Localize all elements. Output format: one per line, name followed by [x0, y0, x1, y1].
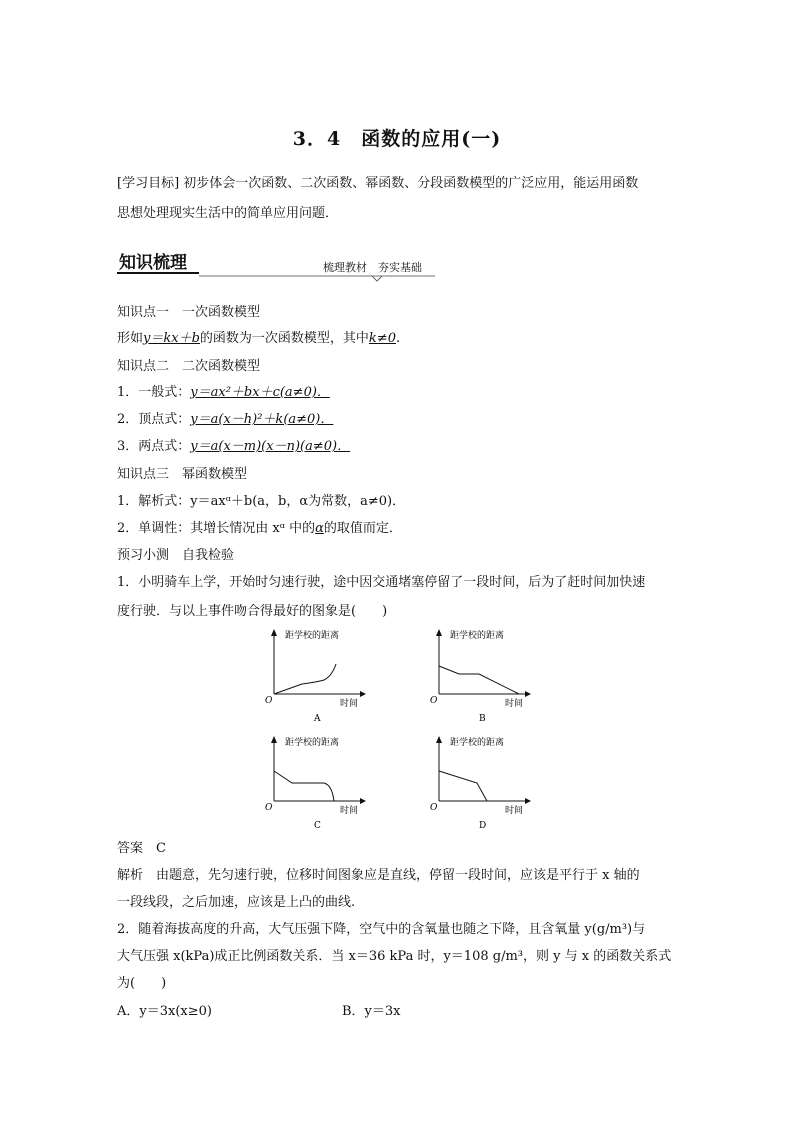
kp2-item-2: [117, 408, 333, 427]
analysis-line-2: 一段线段，之后加速，应该是上凸的曲线.: [117, 895, 356, 910]
kp1-heading: 知识点一 一次函数模型: [117, 305, 261, 320]
kp2-item-2-formula: y＝a(x－h)²＋k(a≠0)．: [190, 412, 334, 427]
kp3-item-2: [117, 517, 402, 536]
graph-d-xlabel: 时间: [505, 806, 524, 816]
q2-option-b: B．y＝3x: [342, 1004, 401, 1019]
kp2-item-3-label: 3．两点式：: [117, 439, 191, 454]
kp1-mid: 的函数为一次函数模型，其中: [199, 331, 369, 346]
answer: 答案 C: [117, 841, 166, 856]
section-header: [117, 246, 435, 286]
graph-a-xlabel: 时间: [340, 699, 359, 709]
kp2-item-1-formula: y＝ax²＋bx＋c(a≠0)．: [190, 385, 330, 400]
graph-c-xlabel: 时间: [340, 806, 359, 816]
kp1-formula: y＝kx＋b: [143, 331, 200, 346]
kp1-text: [117, 327, 400, 346]
objective-text-1: 初步体会一次函数、二次函数、幂函数、分段函数模型的广泛应用，能运用函数: [183, 176, 639, 191]
graph-d-option: D: [479, 821, 487, 831]
kp2-item-2-label: 2．顶点式：: [117, 412, 191, 427]
graph-d-origin: O: [430, 803, 438, 813]
q2-line-2: 大气压强 x(kPa)成正比例函数关系．当 x＝36 kPa 时，y＝108 g/m³，则 y 与 x 的函数关系式: [117, 949, 672, 964]
graph-b-option: B: [479, 714, 486, 724]
q2-line-1: 2．随着海拔高度的升高，大气压强下降，空气中的含氧量也随之下降，且含氧量 y(g/m³)与: [117, 922, 646, 937]
objective-line-1: [117, 172, 638, 191]
kp2-item-1-label: 1．一般式：: [117, 385, 191, 400]
q1-line-2: 度行驶．与以上事件吻合得最好的图象是( ): [117, 604, 388, 619]
graph-c-option: C: [314, 821, 321, 831]
graph-b-ylabel: 距学校的距离: [450, 631, 505, 641]
graph-a-option: A: [314, 714, 321, 724]
kp1-end: .: [395, 331, 401, 346]
kp3-item-2-alpha: α: [315, 521, 324, 536]
q2-line-3: 为( ): [117, 976, 167, 991]
objective-text-2: 思想处理现实生活中的简单应用问题．: [117, 206, 339, 221]
page-title: 3．4 函数的应用(一): [292, 128, 502, 150]
kp3-item-2-pre: 2．单调性：其增长情况由 xᵅ 中的: [117, 521, 316, 536]
graph-b: [427, 626, 547, 726]
graph-c: [262, 733, 382, 833]
graph-b-origin: O: [430, 696, 438, 706]
kp1-pre: 形如: [117, 331, 144, 346]
graph-d: [427, 733, 547, 833]
graph-a-ylabel: 距学校的距离: [285, 631, 340, 641]
kp3-item-2-end: 的取值而定．: [323, 521, 402, 536]
graph-a-origin: O: [265, 696, 273, 706]
objective-tag: [学习目标]: [117, 176, 180, 191]
kp3-item-1: 1．解析式：y＝axᵅ＋b(a，b，α为常数，a≠0)．: [117, 494, 406, 509]
preview-heading: 预习小测 自我检验: [117, 548, 235, 563]
graph-c-ylabel: 距学校的距离: [285, 738, 340, 748]
graph-a: [262, 626, 382, 726]
kp2-heading: 知识点二 二次函数模型: [117, 359, 261, 374]
section-title: 知识梳理: [119, 253, 187, 273]
graph-b-xlabel: 时间: [505, 699, 524, 709]
kp3-heading: 知识点三 幂函数模型: [117, 467, 248, 482]
q1-line-1: 1．小明骑车上学，开始时匀速行驶，途中因交通堵塞停留了一段时间，后为了赶时间加快速: [117, 575, 646, 590]
section-tag: 梳理教材 夯实基础: [323, 261, 422, 274]
graph-d-ylabel: 距学校的距离: [450, 738, 505, 748]
kp2-item-3: [117, 435, 350, 454]
kp2-item-1: [117, 381, 330, 400]
kp2-item-3-formula: y＝a(x－m)(x－n)(a≠0)．: [190, 439, 351, 454]
q2-option-a: A．y＝3x(x≥0): [117, 1004, 212, 1019]
kp1-condition: k≠0: [368, 331, 396, 346]
analysis-line-1: 解析 由题意，先匀速行驶，位移时间图象应是直线，停留一段时间，应该是平行于 x 轴的: [117, 868, 640, 883]
graph-c-origin: O: [265, 803, 273, 813]
